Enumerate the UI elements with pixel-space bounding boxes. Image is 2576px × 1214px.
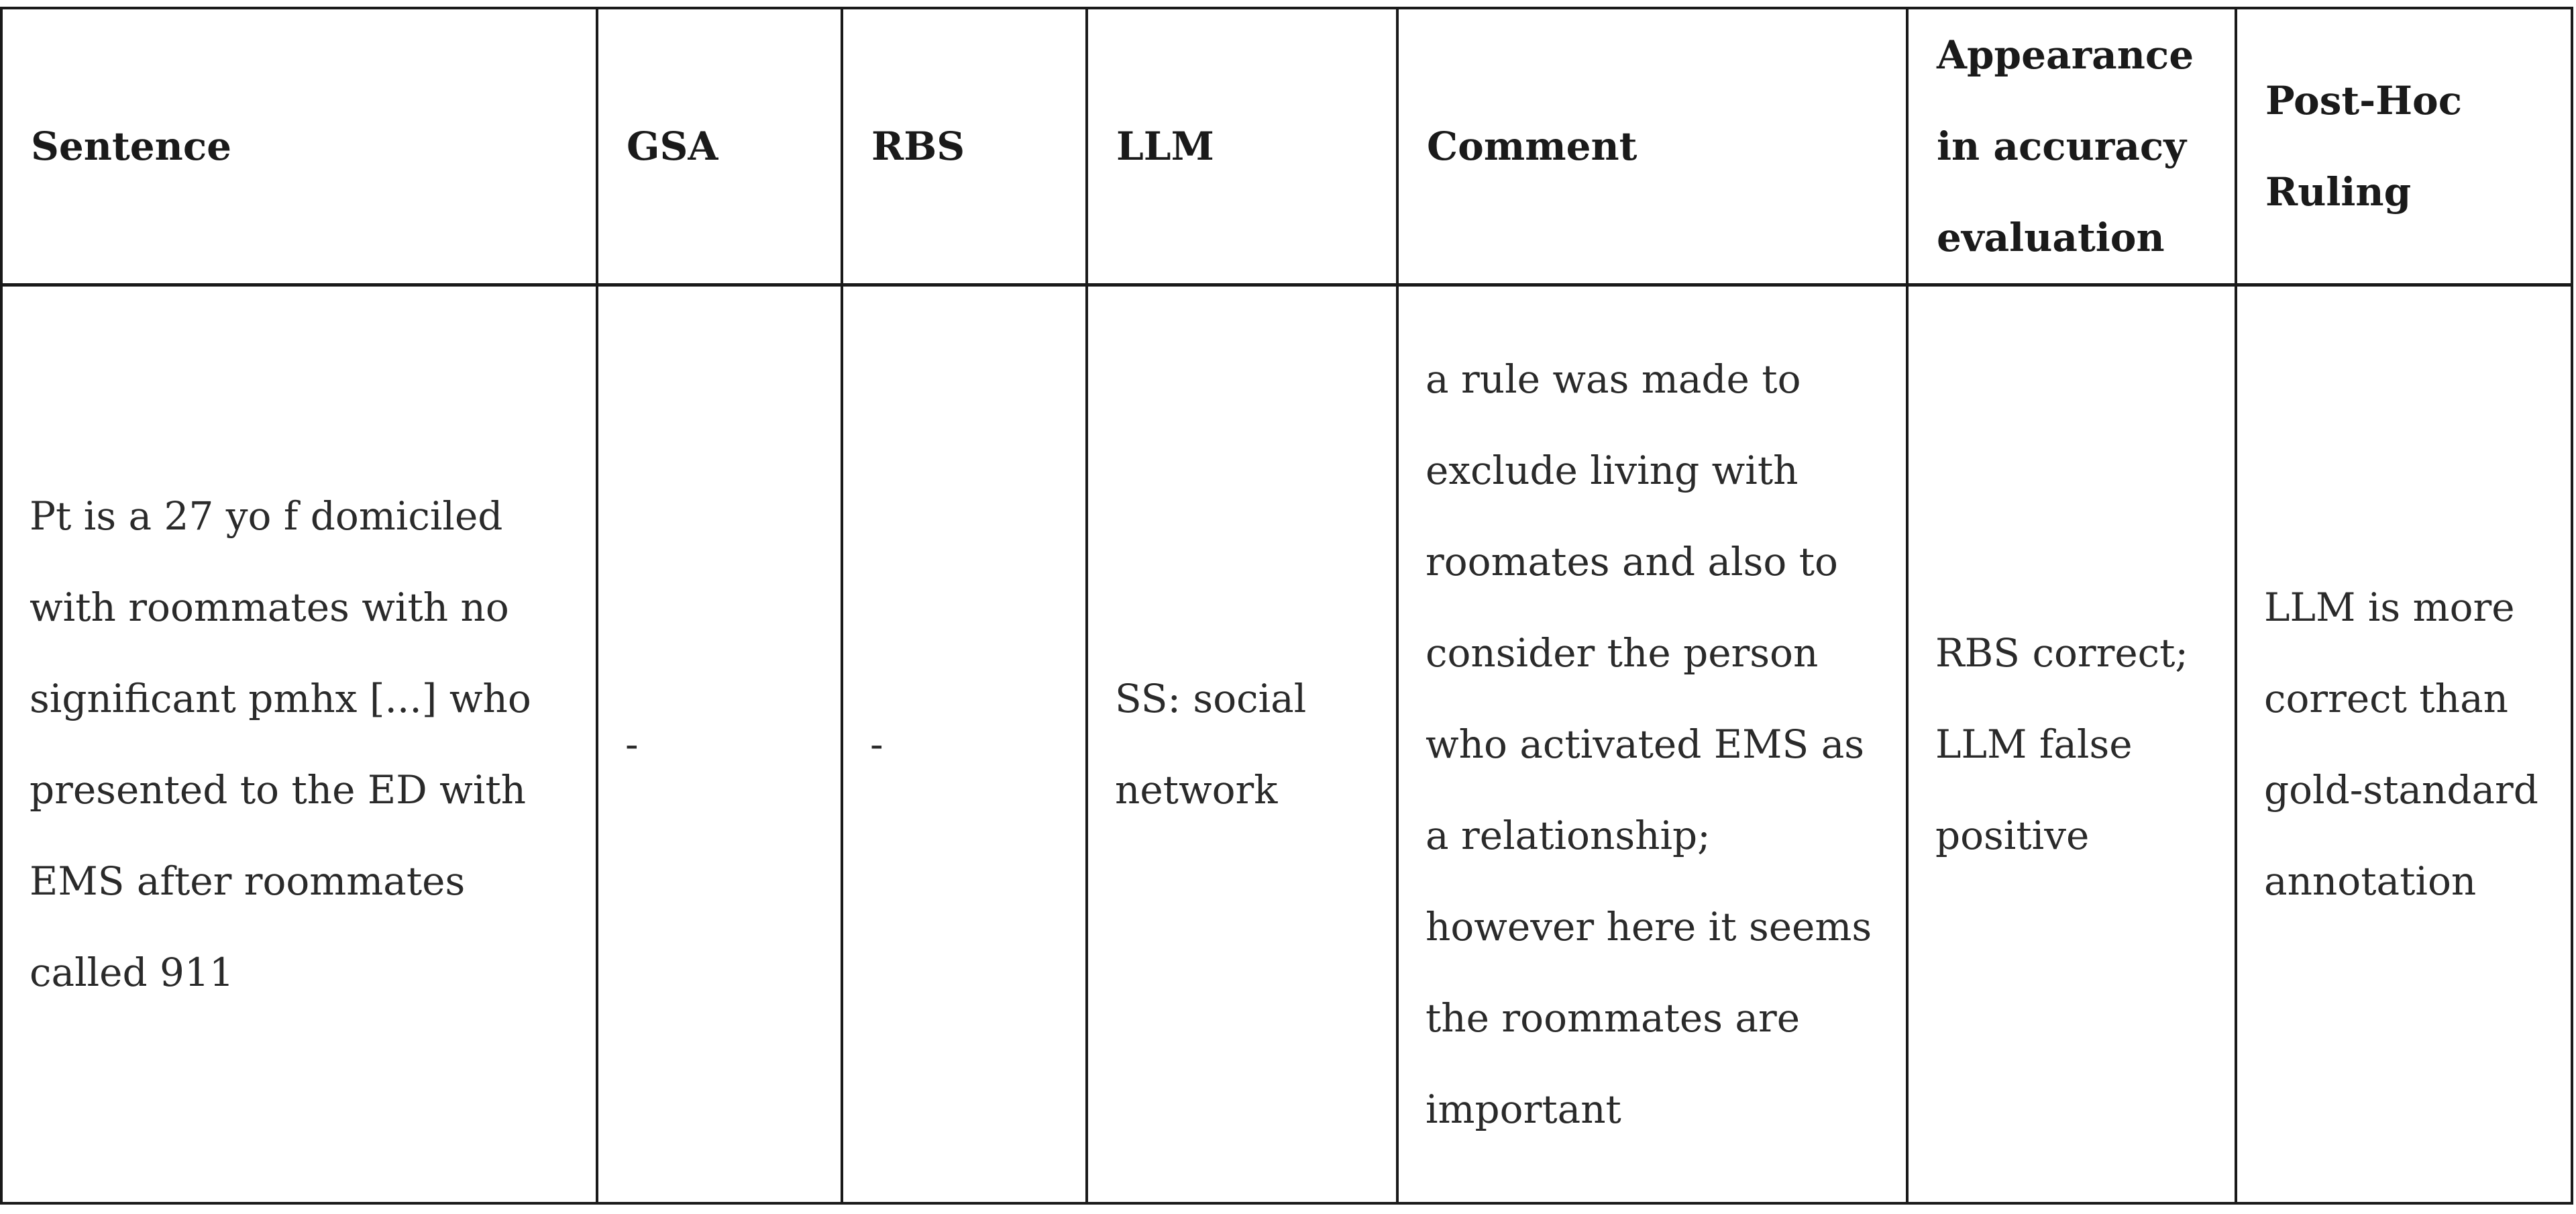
table-header <box>1 8 2572 285</box>
cell-ruling <box>2236 285 2572 1204</box>
header-appearance: Appearance in accuracy evaluation <box>1907 8 2236 285</box>
sentence-text: Pt is a 27 yo f domiciled with roommates with no significant pmhx [...] who presented to the ED with EMS after roommates called 911 <box>30 493 531 995</box>
table-row <box>1 285 2572 1204</box>
header-sentence: Sentence <box>1 8 597 285</box>
gsa-value: - <box>625 721 639 767</box>
header-row <box>1 8 2572 285</box>
cell-rbs <box>842 285 1087 1204</box>
header-rbs: RBS <box>842 8 1087 285</box>
header-ruling: Post-Hoc Ruling <box>2236 8 2572 285</box>
cell-comment <box>1397 285 1907 1204</box>
header-gsa: GSA <box>597 8 842 285</box>
cell-gsa <box>597 285 842 1204</box>
cell-llm <box>1087 285 1397 1204</box>
header-llm: LLM <box>1087 8 1397 285</box>
header-comment: Comment <box>1397 8 1907 285</box>
comment-text: a rule was made to exclude living with roomates and also to consider the person who activated EMS as a relationship; however here it seems the roommates are important <box>1426 356 1872 1132</box>
ruling-text: LLM is more correct than gold-standard annotation <box>2264 585 2538 904</box>
annotation-table <box>0 7 2573 1205</box>
cell-appearance <box>1907 285 2236 1204</box>
rbs-value: - <box>870 721 883 767</box>
cell-sentence <box>1 285 597 1204</box>
llm-value: SS: social network <box>1115 676 1307 813</box>
table-body <box>1 285 2572 1204</box>
appearance-text: RBS correct; LLM false positive <box>1935 630 2188 858</box>
